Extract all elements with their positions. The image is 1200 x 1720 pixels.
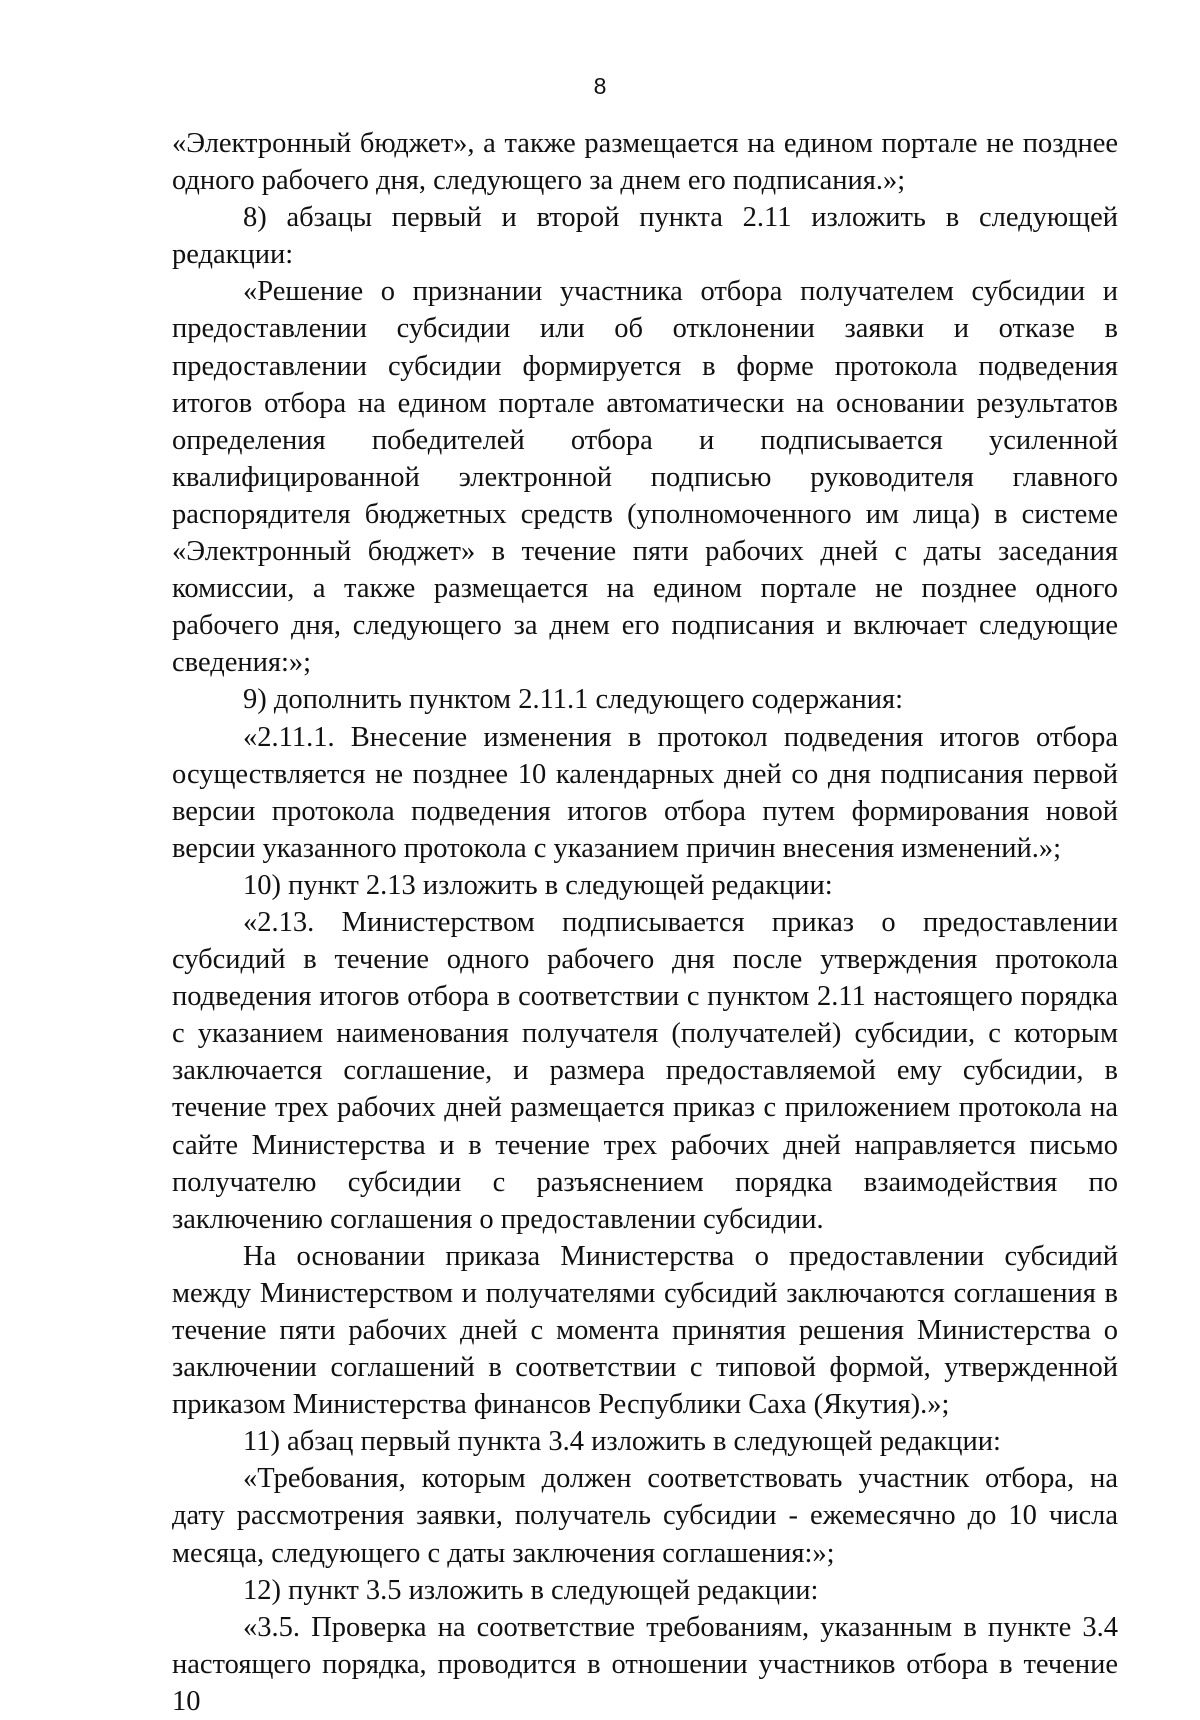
paragraph-2-13-text: «2.13. Министерством подписывается приказ о предоставлении субсидий в течение одного рабочего дня после утверждения протокола подведения итогов отбора в соответствии с пунктом 2.11 настоящего порядка с указанием наименования получателя (получателей) субсидии, с которым заключается соглашение, и размера предоставляемой ему субсидии, в течение трех рабочих дней размещается приказ с приложением протокола на сайте Министерства и в течение трех рабочих дней направляется письмо получателю субсидии с разъяснением порядка взаимодействия по заключению соглашения о предоставлении субсидии. — [172, 906, 1118, 1235]
paragraph-2-11-text: «Решение о признании участника отбора получателем субсидии и предоставлении субсидии или об отклонении заявки и отказе в предоставлении субсидии формируется в форме протокола подведения итогов отбора на едином портале автоматически на основании результатов определения победителей отбора и подписывается усиленной квалифицированной электронной подписью руководителя главного распорядителя бюджетных средств (уполномоченного им лица) в системе «Электронный бюджет» в течение пяти рабочих дней с даты заседания комиссии, а также размещается на едином портале не позднее одного рабочего дня, следующего за днем его подписания и включает следующие сведения:»; — [172, 276, 1118, 679]
paragraph-3-4-text: «Требования, которым должен соответствовать участник отбора, на дату рассмотрения заявки, получатель субсидии - ежемесячно до 10 числа месяца, следующего с даты заключения соглашения:»; — [172, 1463, 1118, 1569]
paragraph-item-10: 10) пункт 2.13 изложить в следующей редакции: — [243, 869, 833, 901]
paragraph-item-8: 8) абзацы первый и второй пункта 2.11 изложить в следующей редакции: — [172, 202, 1118, 271]
document-body — [172, 125, 1118, 1720]
paragraph-item-9: 9) дополнить пунктом 2.11.1 следующего содержания: — [243, 684, 904, 716]
paragraph-3-5-text: «3.5. Проверка на соответствие требованиям, указанным в пункте 3.4 настоящего порядка, проводится в отношении участников отбора в течение 10 — [172, 1611, 1118, 1717]
paragraph-continuation: «Электронный бюджет», а также размещается на едином портале не позднее одного рабочего дня, следующего за днем его подписания.»; — [172, 128, 1118, 197]
paragraph-2-11-1-text: «2.11.1. Внесение изменения в протокол подведения итогов отбора осуществляется не позднее 10 календарных дней со дня подписания первой версии протокола подведения итогов отбора путем формирования новой версии указанного протокола с указанием причин внесения изменений.»; — [172, 721, 1118, 864]
paragraph-agreements: На основании приказа Министерства о предоставлении субсидий между Министерством и получателями субсидий заключаются соглашения в течение пяти рабочих дней с момента принятия решения Министерства о заключении соглашений в соответствии с типовой формой, утвержденной приказом Министерства финансов Республики Саха (Якутия).»; — [172, 1240, 1118, 1421]
paragraph-item-12: 12) пункт 3.5 изложить в следующей редакции: — [243, 1574, 819, 1606]
paragraph-item-11: 11) абзац первый пункта 3.4 изложить в следующей редакции: — [243, 1426, 1001, 1458]
page-number: 8 — [593, 73, 607, 99]
